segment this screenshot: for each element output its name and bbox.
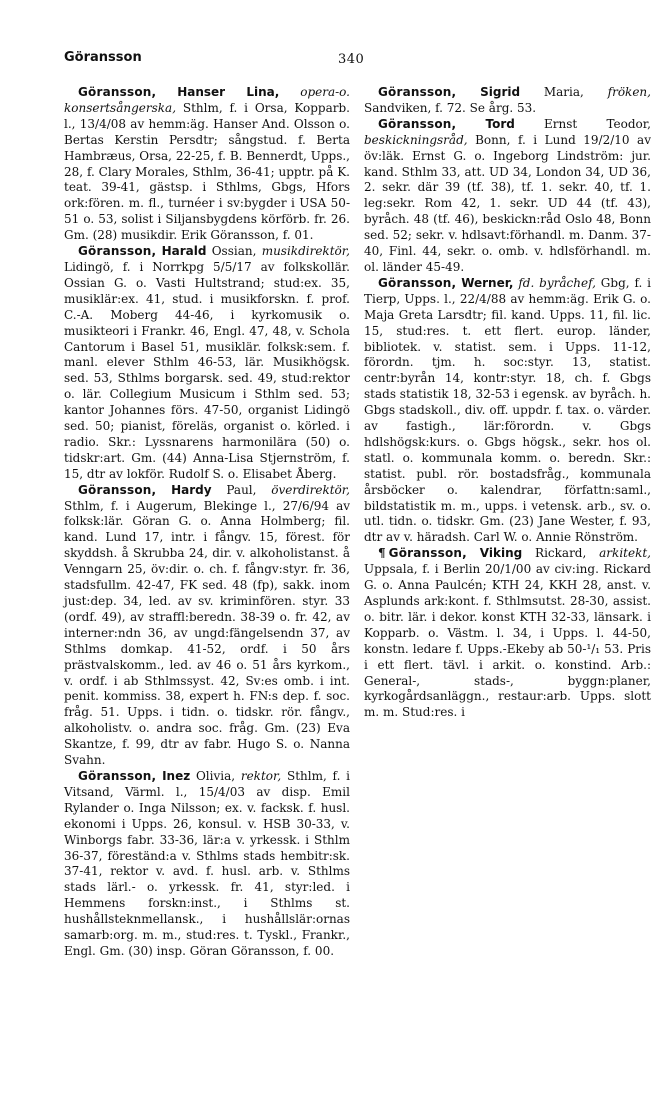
entry-given-name: Werner, [461, 275, 514, 290]
entry-harald [64, 244, 350, 483]
entry-occupation: fd. byråchef, [518, 275, 596, 290]
entry-given-name: Inez [162, 768, 191, 783]
entry-lina [64, 85, 350, 244]
entry-other-names: Maria, [543, 85, 584, 99]
entry-other-names: Rickard, [535, 546, 587, 561]
entry-other-names: Olivia, [195, 768, 236, 783]
entry-text: Sthlm, f. i Orsa, Kopparb. l., 13/4/08 av hemm:äg. Hanser And. Olsson o. Bertas Kerstin Persdtr; sångstud. f. Berta Hambræus, Orsa, 22-25, f. B. Bennerdt, Upps., 28, f. Clary Morales, Sthlm, 36-41; upptr. på K. teat. 39-41, gästsp. i Sthlms, Gbgs, Hfors ork:fören. m. fl., turnéer i sv:bygder i USA 50-51 o. 53, solist i Siljansbygdens körförb. fr. 26. Gm. (28) musikdir. Erik Göransson, f. 01. [64, 100, 350, 243]
entry-hardy [64, 483, 350, 769]
entry-occupation: överdirektör, [271, 482, 350, 497]
entry-text: Gbg, f. i Tierp, Upps. l., 22/4/88 av hemm:äg. Erik G. o. Maja Greta Larsdtr; fil. kand. Upps. 11, fil. lic. 15, stud:res. t. ett flert. europ. länder, bibliotek. v. statist. sem. i Upps. 11-12, förordn. tjm. h. soc:styr. 13, statist. centr:byrån 14, kontr:styr. 18, ch. f. Gbgs stads statistik 18, 32-53 i egensk. av byråch. h. Gbgs stadskoll., div. off. uppdr. f. tax. o. värder. av fastigh., lär:förordn. v. Gbgs hdlshögsk:kurs. o. Gbgs högsk., sekr. hos ol. statl. o. kommunala komm. o. beredn. Skr.: statist. publ. rör. bostadsfråg., kommunala årsböcker o. kalendrar, författn:saml., bildstatistik m. m., upps. i vetensk. arb., sv. o. utl. tidn. o. tidskr. Gm. (23) Jane Wester, f. 93, dtr av v. häradsh. Carl W. o. Annie Rönström. [364, 275, 651, 545]
entry-text: Bonn, f. i Lund 19/2/10 av öv:läk. Ernst G. o. Ingeborg Lindström: jur. kand. Sthlm 33, att. UD 34, London 34, UD 36, 2. sekr. där 39 (tf. 38), tf. 1. sekr. 40, tf. 1. leg:sekr. Rom 42, 1. sekr. UD 44 (tf. 43), byråch. 48 (tf. 46), beskickn:råd Oslo 48, Bonn sed. 52; sekr. v. hdlsavt:förhandl. m. Danm. 37-40, Finl. 44, sekr. o. omb. v. hdlsförhandl. m. ol. länder 45-49. [364, 132, 651, 274]
entry-text: Lidingö, f. i Norrkpg 5/5/17 av folkskollär. Ossian G. o. Vasti Hultstrand; stud:ex. 35, musiklär:ex. 41, stud. i musikforskn. f. prof. C.-A. Moberg 44-46, i kyrkomusik o. musikteori i Frankr. 46, Engl. 47, 48, v. Schola Cantorum i Basel 51, musiklär. folksk:sem. f. manl. elever Sthlm 46-53, lär. Musikhögsk. sed. 53, Sthlms borgarsk. sed. 49, stud:rektor o. lär. Collegium Musicum i Sthlm sed. 53; kantor Johannes förs. 47-50, organist Lidingö sed. 50; pianist, föreläs, organist o. körled. i radio. Skr.: Lyssnarens harmonilära (50) o. tidskr:art. Gm. (44) Anna-Lisa Stjernström, f. 15, dtr av lokför. Rudolf S. o. Elisabet Åberg. [64, 259, 350, 481]
entry-given-name: Tord [485, 116, 515, 131]
entry-other-names: Paul, [226, 482, 257, 497]
entry-other-names: Ernst Teodor, [544, 116, 651, 131]
entry-occupation: arkitekt, [599, 546, 651, 561]
entry-headword: Göransson, [78, 768, 157, 783]
entry-text: Sthlm, f. i Augerum, Blekinge l., 27/6/94 av folksk:lär. Göran G. o. Anna Holmberg; fil. kand. Lund 17, intr. i fångv. 15, förest. för skyddsh. å Skrubba 24, dir. v. alkoholistanst. å Venngarn 25, öv:dir. o. ch. f. fångv:styr. fr. 36, stadsfullm. 42-47, FK sed. 48 (fp), sakk. inom just:dep. 34, led. av sv. kriminfören. styr. 33 (ordf. 49), av straffl:beredn. 38-39 o. fr. 42, av interner:ndn 36, av ungd:fängelsendn 37, av Sthlms domkap. 41-52, ordf. i 50 års prästvalskomm., led. av 46 o. 51 års kyrkom., v. ordf. i ab Sthlmssyst. 42, Sv:es omb. i int. penit. kommiss. 38, expert h. FN:s dep. f. soc. fråg. 51. Upps. i tidn. o. tidskr. rör. fångv., alkoholistv. o. andra soc. fråg. Gm. (23) Eva Skantze, f. 99, dtr av fabr. Hugo S. o. Nanna Svahn. [64, 498, 350, 768]
entry-given-name: Hardy [171, 482, 212, 497]
entry-given-name: Sigrid [480, 85, 521, 99]
entry-headword: Göransson, [78, 85, 157, 99]
entry-inez [64, 769, 350, 960]
entry-given-name: Harald [161, 244, 207, 259]
entry-headword: Göransson, [388, 546, 467, 561]
entry-occupation: musikdirektör, [261, 244, 350, 259]
entry-occupation: beskickningsråd, [364, 132, 468, 147]
entry-mark: ¶ [378, 546, 386, 561]
entry-tord [364, 117, 651, 276]
entry-headword: Göransson, [78, 482, 157, 497]
entry-given-name: Hanser Lina, [177, 85, 280, 99]
entry-text: Uppsala, f. i Berlin 20/1/00 av civ:ing. Rickard G. o. Anna Paulcén; KTH 24, KKH 28, anst. v. Asplunds ark:kont. f. Sthlmsutst. 28-30, assist. o. bitr. lär. i dekor. konst KTH 32-33, länsark. i Kopparb. o. Västm. l. 34, i Upps. l. 44-50, konstn. ledare f. Upps.-Ekeby ab 50-¹/₁ 53. Pris i ett flert. tävl. i arkit. o. konstind. Arb.: General-, stads-, byggn:planer, kyrkogårdsanläggn., restaur:arb. Upps. slott m. m. Stud:res. i [364, 562, 651, 720]
entry-occupation: opera-o. konsertsångerska, [64, 85, 350, 115]
running-head: Göransson [64, 50, 142, 65]
entry-other-names: Ossian, [211, 244, 257, 259]
right-column [364, 85, 651, 721]
entry-headword: Göransson, [78, 244, 157, 259]
entry-occupation: rektor, [240, 768, 282, 783]
left-column [64, 85, 350, 960]
entry-given-name: Viking [479, 546, 523, 561]
entry-text: Sthlm, f. i Vitsand, Värml. l., 15/4/03 av disp. Emil Rylander o. Inga Nilsson; ex. v. facksk. f. husl. ekonomi i Upps. 26, konsul. v. HSB 30-33, v. Winborgs fabr. 33-36, lär:a v. yrkessk. i Sthlm 36-37, föreständ:a v. Sthlms stads hembitr:sk. 37-41, rektor v. avd. f. husl. arb. v. Sthlms stads lärl.- o. yrkessk. fr. 41, styr:led. i Hemmens forskn:inst., i Sthlms st. hushållsteknmellansk., i hushållslär:ornas samarb:org. m. m., stud:res. t. Tyskl., Frankr., Engl. Gm. (30) insp. Göran Göransson, f. 00. [64, 768, 350, 958]
entry-werner [364, 276, 651, 546]
entry-headword: Göransson, [378, 116, 457, 131]
entry-sigrid [364, 85, 651, 117]
entry-text: Sandviken, f. 72. Se årg. 53. [364, 100, 537, 115]
entry-headword: Göransson, [378, 275, 457, 290]
entry-occupation: fröken, [607, 85, 651, 99]
entry-headword: Göransson, [378, 85, 457, 99]
page-number: 340 [338, 52, 365, 67]
entry-viking [364, 546, 651, 721]
